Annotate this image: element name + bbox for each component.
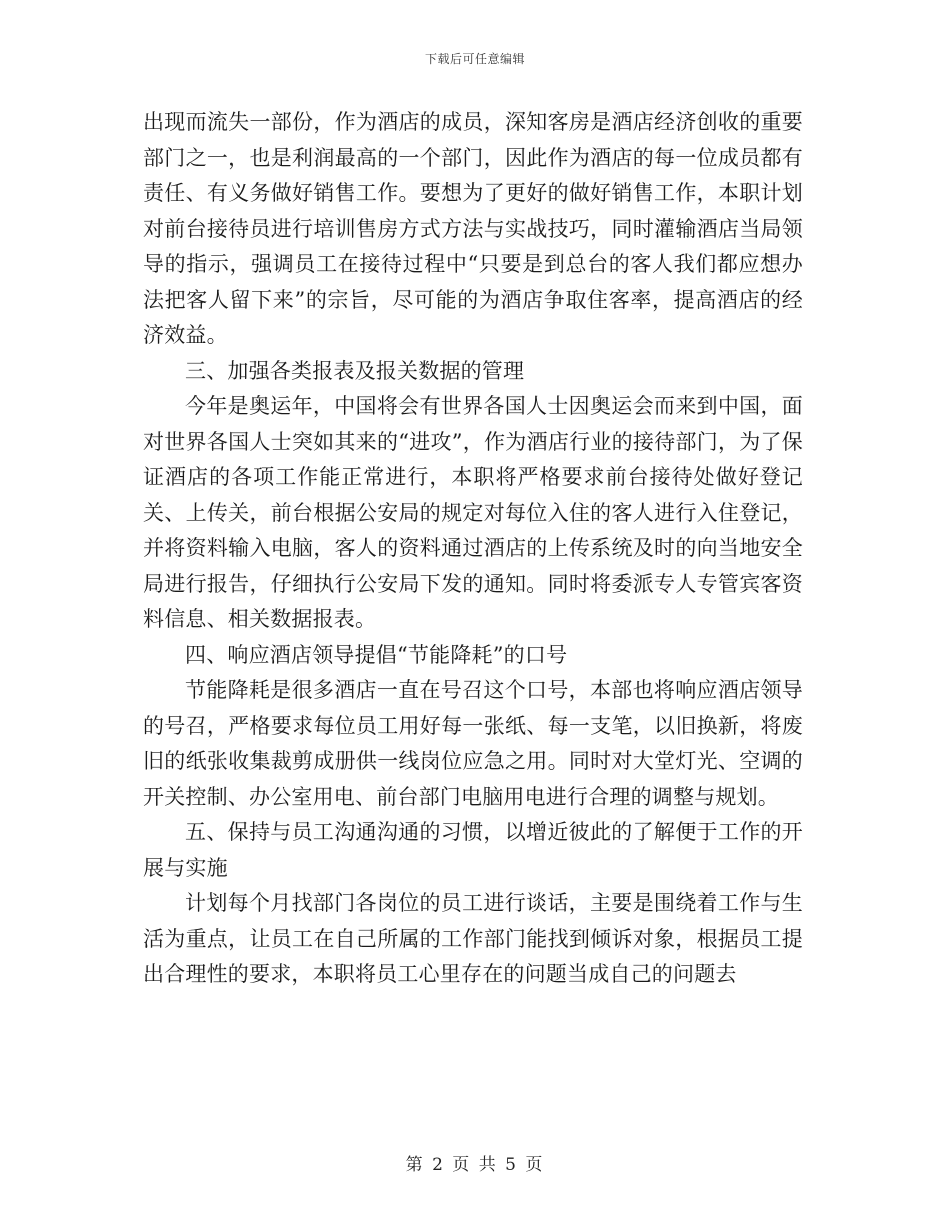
paragraph-1: 出现而流失一部份，作为酒店的成员，深知客房是酒店经济创收的重要部门之一，也是利润最高的一个部门，因此作为酒店的每一位成员都有责任、有义务做好销售工作。要想为了更好的做好销售工作，本职计划对前台接待员进行培训售房方式方法与实战技巧，同时灌输酒店当局领导的指示，强调员工在接待过程中“只要是到总台的客人我们都应想办法把客人留下来”的宗旨，尽可能的为酒店争取住客率，提高酒店的经济效益。 xyxy=(143,110,803,347)
page-footer: 第 2 页 共 5 页 xyxy=(405,1155,545,1175)
page-header: 下载后可任意编辑 xyxy=(424,52,525,66)
section-heading-4: 四、响应酒店领导提倡“节能降耗”的口号 xyxy=(185,642,568,667)
section-heading-5: 五、保持与员工沟通沟通的习惯，以增近彼此的了解便于工作的开展与实施 xyxy=(143,820,803,880)
paragraph-7: 计划每个月找部门各岗位的员工进行谈话，主要是围绕着工作与生活为重点，让员工在自己所属的工作部门能找到倾诉对象，根据员工提出合理性的要求，本职将员工心里存在的问题当成自己的问题去 xyxy=(143,891,803,986)
section-heading-3: 三、加强各类报表及报关数据的管理 xyxy=(185,358,525,383)
paragraph-5: 节能降耗是很多酒店一直在号召这个口号，本部也将响应酒店领导的号召，严格要求每位员工用好每一张纸、每一支笔，以旧换新，将废旧的纸张收集裁剪成册供一线岗位应急之用。同时对大堂灯光、空调的开关控制、办公室用电、前台部门电脑用电进行合理的调整与规划。 xyxy=(143,678,803,809)
document-body xyxy=(143,105,803,993)
paragraph-3: 今年是奥运年，中国将会有世界各国人士因奥运会而来到中国，面对世界各国人士突如其来的“进攻”，作为酒店行业的接待部门，为了保证酒店的各项工作能正常进行，本职将严格要求前台接待处做好登记关、上传关，前台根据公安局的规定对每位入住的客人进行入住登记，并将资料输入电脑，客人的资料通过酒店的上传系统及时的向当地安全局进行报告，仔细执行公安局下发的通知。同时将委派专人专管宾客资料信息、相关数据报表。 xyxy=(143,394,803,631)
